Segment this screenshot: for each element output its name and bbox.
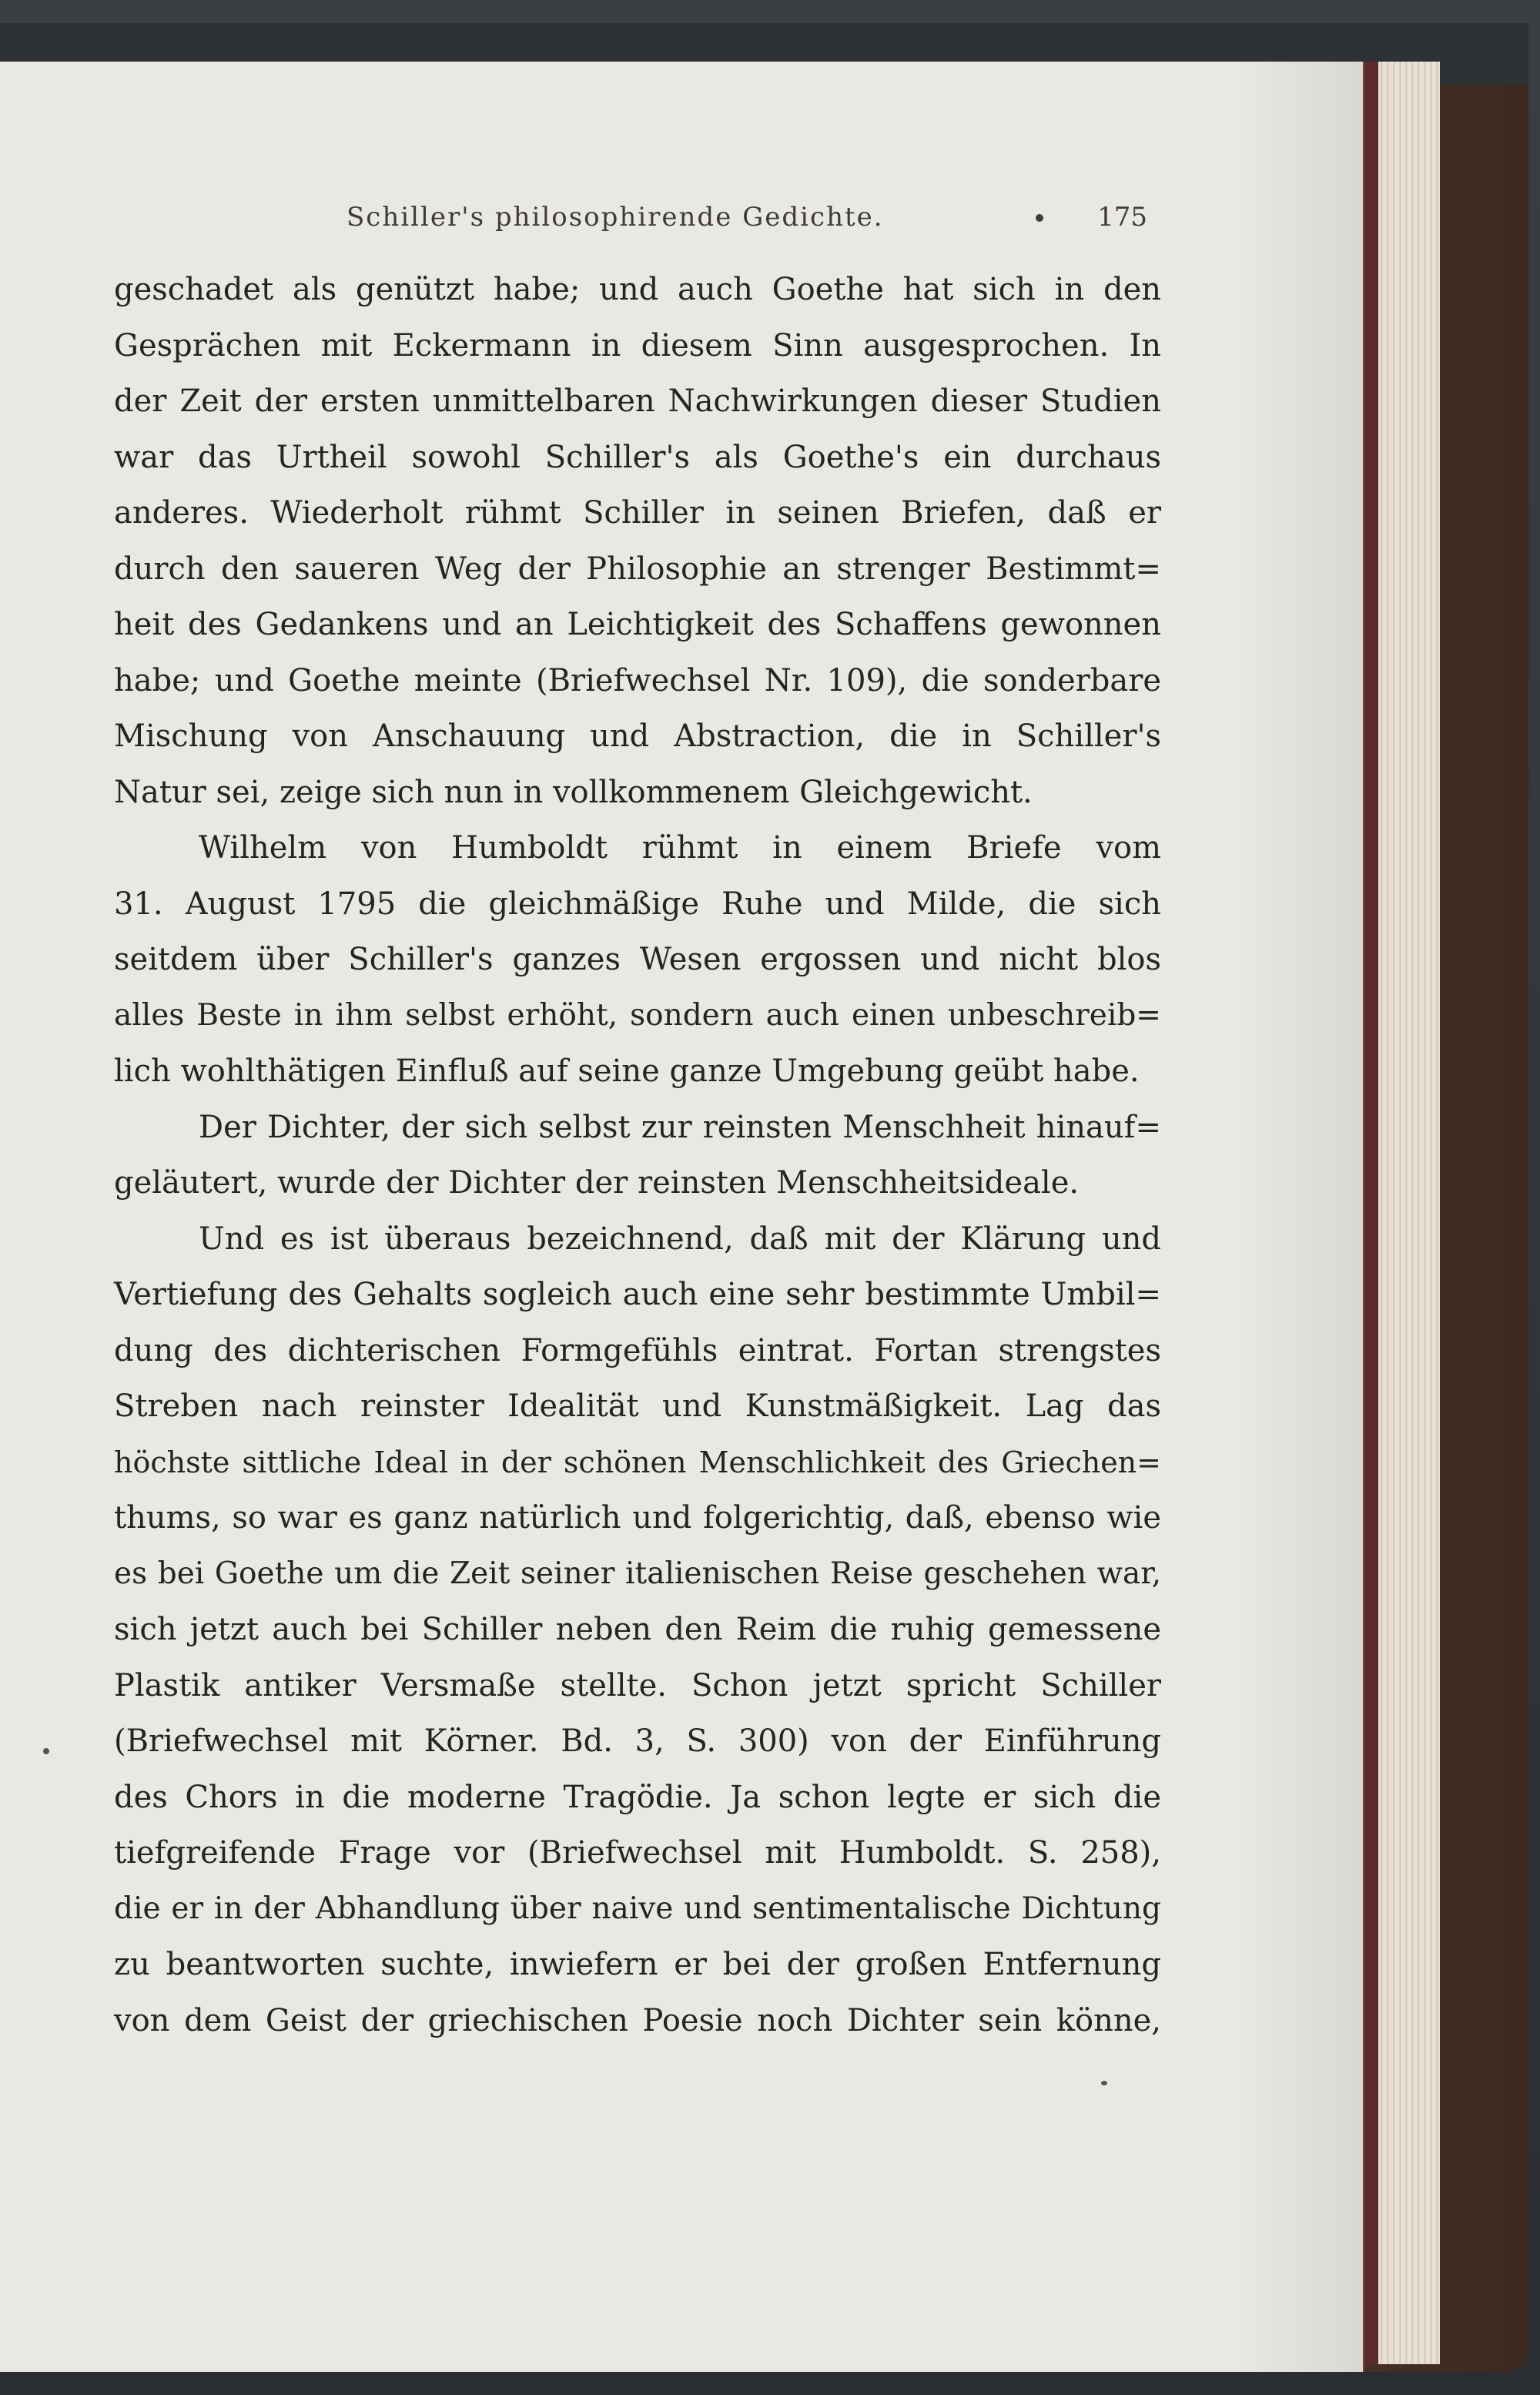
page-number: 175 (1097, 202, 1147, 233)
text-line: Natur sei, zeige sich nun in vollkommenem Gleichgewicht. (114, 774, 1033, 810)
text-line: war das Urtheil sowohl Schiller's als Goethe's ein durchaus (114, 439, 1161, 475)
text-line: geschadet als genützt habe; und auch Goethe hat sich in den (114, 272, 1161, 307)
text-line: geläutert, wurde der Dichter der reinsten Menschheitsideale. (114, 1165, 1080, 1201)
text-line: 31. August 1795 die gleichmäßige Ruhe und Milde, die sich (114, 886, 1161, 922)
text-line: lich wohlthätigen Einfluß auf seine ganze Umgebung geübt habe. (114, 1053, 1140, 1089)
text-line: tiefgreifende Frage vor (Briefwechsel mit Humboldt. S. 258), (114, 1835, 1161, 1871)
header-dot (1036, 214, 1043, 222)
text-line: Wilhelm von Humboldt rühmt in einem Briefe vom (199, 830, 1161, 866)
running-head: Schiller's philosophirende Gedichte. (346, 202, 884, 233)
text-line: es bei Goethe um die Zeit seiner italienischen Reise geschehen war, (114, 1556, 1161, 1591)
text-line: (Briefwechsel mit Körner. Bd. 3, S. 300) von der Einführung (114, 1723, 1161, 1759)
text-line: höchste sittliche Ideal in der schönen Menschlichkeit des Griechen= (114, 1445, 1161, 1479)
text-line: der Zeit der ersten unmittelbaren Nachwirkungen dieser Studien (114, 384, 1161, 419)
text-line: seitdem über Schiller's ganzes Wesen ergossen und nicht blos (114, 942, 1161, 977)
text-line: Vertiefung des Gehalts sogleich auch eine sehr bestimmte Umbil= (114, 1277, 1161, 1312)
text-line: Streben nach reinster Idealität und Kunstmäßigkeit. Lag das (114, 1388, 1161, 1424)
text-line: heit des Gedankens und an Leichtigkeit des Schaffens gewonnen (114, 607, 1161, 642)
page-edges (1371, 62, 1440, 2364)
text-line: Der Dichter, der sich selbst zur reinsten Menschheit hinauf= (199, 1109, 1161, 1145)
text-line: alles Beste in ihm selbst erhöht, sondern auch einen unbeschreib= (114, 997, 1161, 1033)
text-line: die er in der Abhandlung über naive und sentimentalische Dichtung (114, 1891, 1161, 1926)
text-line: von dem Geist der griechischen Poesie noch Dichter sein könne, (114, 2002, 1161, 2038)
text-line: Und es ist überaus bezeichnend, daß mit der Klärung und (199, 1221, 1161, 1257)
text-line: zu beantworten suchte, inwiefern er bei der großen Entfernung (114, 1947, 1161, 1982)
text-line: sich jetzt auch bei Schiller neben den Reim die ruhig gemessene (114, 1612, 1161, 1647)
text-line: des Chors in die moderne Tragödie. Ja schon legte er sich die (114, 1779, 1161, 1815)
text-line: Plastik antiker Versmaße stellte. Schon jetzt spricht Schiller (114, 1667, 1161, 1703)
text-line: habe; und Goethe meinte (Briefwechsel Nr. 109), die sonderbare (114, 662, 1161, 698)
text-line: dung des dichterischen Formgefühls eintrat. Fortan strengstes (114, 1332, 1161, 1368)
paper-speck (1101, 2081, 1107, 2085)
text-line: durch den saueren Weg der Philosophie an strenger Bestimmt= (114, 551, 1161, 587)
text-line: Mischung von Anschauung und Abstraction, die in Schiller's (114, 718, 1161, 754)
body-text (114, 262, 1161, 2048)
text-line: anderes. Wiederholt rühmt Schiller in seinen Briefen, daß er (114, 495, 1161, 531)
paper-speck (43, 1748, 49, 1754)
text-line: thums, so war es ganz natürlich und folgerichtig, daß, ebenso wie (114, 1500, 1161, 1536)
text-line: Gesprächen mit Eckermann in diesem Sinn ausgesprochen. In (114, 327, 1161, 363)
